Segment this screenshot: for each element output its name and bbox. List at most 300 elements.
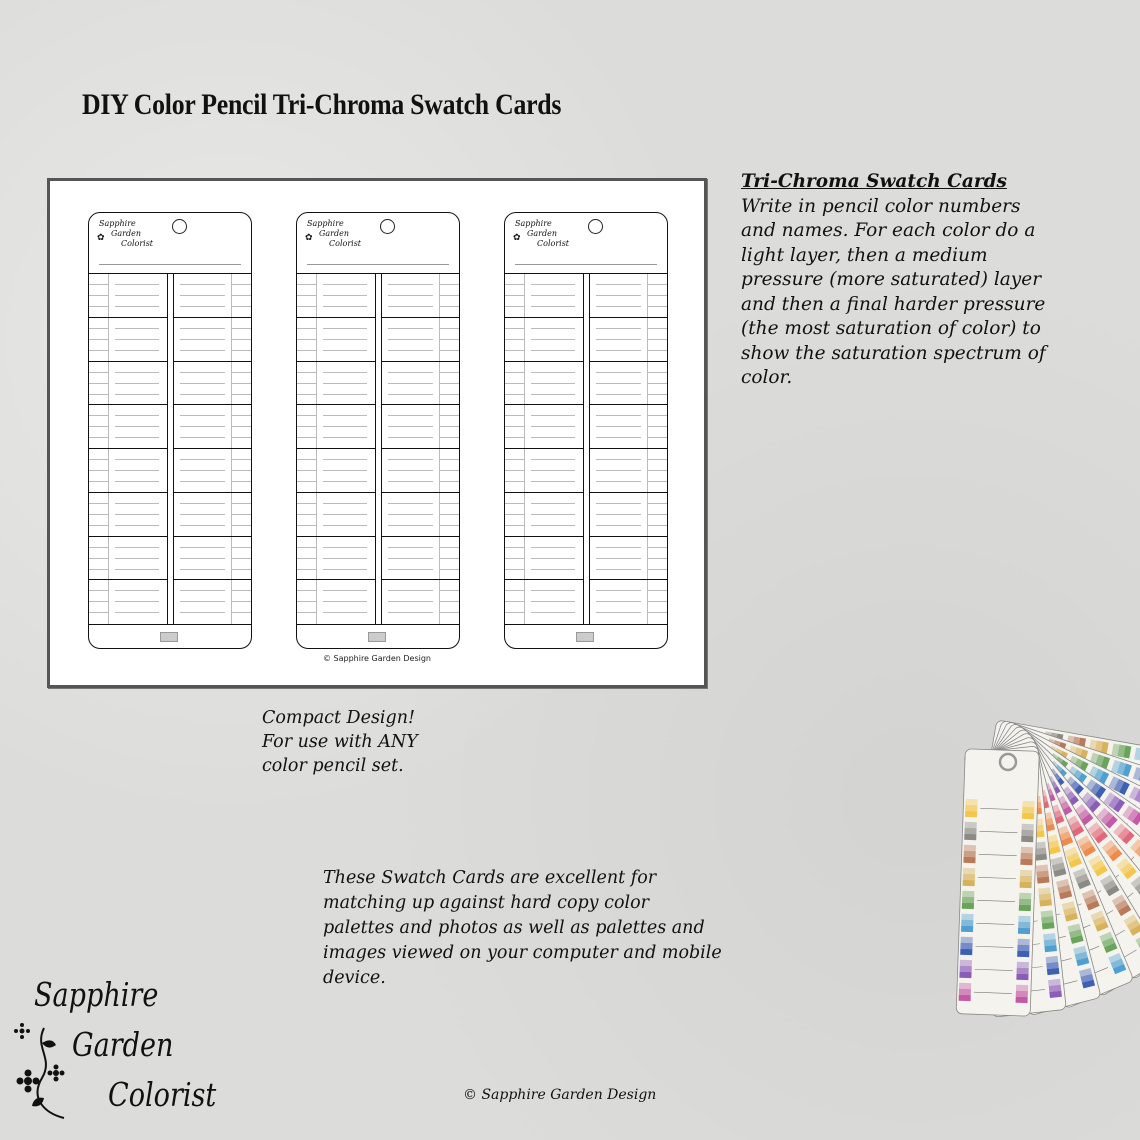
swatch-layer <box>232 329 251 340</box>
swatch-cell <box>174 318 251 362</box>
write-line <box>388 470 433 471</box>
write-line <box>531 569 575 570</box>
write-line <box>531 350 575 351</box>
write-line <box>115 514 159 515</box>
swatch-layer <box>505 515 524 526</box>
swatch-layer <box>648 504 667 515</box>
swatch-box <box>439 580 459 624</box>
swatch-layer <box>297 285 316 296</box>
swatch-layer <box>297 329 316 340</box>
write-line <box>323 437 367 438</box>
swatch-layer <box>232 471 251 482</box>
swatch-layer <box>232 602 251 613</box>
write-line <box>323 547 367 548</box>
flower-ornament-icon <box>14 1023 74 1123</box>
write-line <box>180 284 225 285</box>
write-line <box>388 372 433 373</box>
card-logo-line1: Sapphire <box>307 219 344 228</box>
write-line <box>180 569 225 570</box>
fan-swatch <box>960 966 972 972</box>
write-line <box>388 503 433 504</box>
fan-swatch <box>1018 916 1030 922</box>
swatch-cell <box>505 537 583 581</box>
swatch-layer <box>440 449 459 460</box>
swatch-layer <box>232 296 251 307</box>
swatch-box <box>647 405 667 448</box>
fan-swatch <box>959 972 971 978</box>
write-line <box>388 558 433 559</box>
card-flower-icon: ✿ <box>513 233 521 243</box>
swatch-box <box>231 405 251 448</box>
swatch-box <box>505 449 525 492</box>
write-line <box>388 426 433 427</box>
write-line <box>388 394 433 395</box>
write-line <box>115 459 159 460</box>
swatch-cell <box>297 318 375 362</box>
swatch-box <box>297 405 317 448</box>
card-swatch-grid <box>297 273 459 625</box>
write-line <box>596 547 641 548</box>
write-line <box>180 547 225 548</box>
swatch-cell <box>89 580 167 624</box>
swatch-box <box>647 449 667 492</box>
write-line <box>531 514 575 515</box>
write-line <box>531 339 575 340</box>
swatch-layer <box>505 559 524 570</box>
write-line <box>531 426 575 427</box>
write-line <box>531 481 575 482</box>
swatch-layer <box>232 515 251 526</box>
swatch-layer <box>232 416 251 427</box>
swatch-layer <box>89 318 108 329</box>
swatch-layer <box>648 591 667 602</box>
write-line <box>388 514 433 515</box>
fan-swatch <box>1018 922 1030 928</box>
write-line <box>115 383 159 384</box>
write-line <box>115 415 159 416</box>
swatch-layer <box>648 373 667 384</box>
swatch-box <box>647 537 667 580</box>
fan-swatch <box>964 828 976 834</box>
fan-swatch <box>963 874 975 880</box>
swatch-layer <box>648 340 667 351</box>
swatch-box <box>297 318 317 361</box>
write-line <box>323 612 367 613</box>
swatch-layer <box>648 515 667 526</box>
swatch-layer <box>232 384 251 395</box>
swatch-layer <box>297 405 316 416</box>
write-line <box>531 558 575 559</box>
swatch-layer <box>505 591 524 602</box>
write-line <box>180 328 225 329</box>
swatch-box <box>89 580 109 624</box>
swatch-layer <box>440 515 459 526</box>
write-line <box>180 339 225 340</box>
swatch-layer <box>648 559 667 570</box>
swatch-layer <box>440 416 459 427</box>
fan-swatch <box>1016 991 1028 997</box>
swatch-box <box>505 362 525 405</box>
fan-swatch <box>962 903 974 909</box>
swatch-layer <box>440 548 459 559</box>
write-line <box>531 525 575 526</box>
write-line <box>323 601 367 602</box>
punch-hole-icon <box>172 219 187 234</box>
swatch-layer <box>89 362 108 373</box>
write-line <box>180 503 225 504</box>
swatch-box <box>297 580 317 624</box>
swatch-box <box>439 493 459 536</box>
swatch-cell <box>89 449 167 493</box>
swatch-layer <box>89 471 108 482</box>
swatch-layer <box>505 537 524 548</box>
swatch-layer <box>648 296 667 307</box>
fan-swatch <box>1022 813 1034 819</box>
write-line <box>388 525 433 526</box>
write-line <box>596 350 641 351</box>
card-logo-line3: Colorist <box>537 239 570 248</box>
swatch-layer <box>440 329 459 340</box>
swatch-layer <box>297 602 316 613</box>
write-line <box>388 601 433 602</box>
write-line <box>388 328 433 329</box>
write-line <box>388 612 433 613</box>
swatch-layer <box>505 449 524 460</box>
swatch-layer <box>440 602 459 613</box>
write-line <box>115 284 159 285</box>
swatch-cell <box>297 537 375 581</box>
swatch-layer <box>89 537 108 548</box>
swatch-card-template <box>504 212 668 649</box>
swatch-layer <box>440 591 459 602</box>
write-line <box>180 590 225 591</box>
brand-line-1: Sapphire <box>34 975 159 1014</box>
swatch-box <box>89 318 109 361</box>
swatch-layer <box>505 602 524 613</box>
write-line <box>388 415 433 416</box>
swatch-layer <box>297 515 316 526</box>
swatch-layer <box>297 471 316 482</box>
swatch-layer <box>297 537 316 548</box>
fan-swatch <box>1018 928 1030 934</box>
compact-line-2: For use with ANY <box>262 732 418 752</box>
write-line <box>596 284 641 285</box>
swatch-layer <box>232 460 251 471</box>
fan-swatch <box>1020 882 1032 888</box>
swatch-box <box>297 362 317 405</box>
write-line <box>388 569 433 570</box>
swatch-layer <box>440 405 459 416</box>
swatch-cell <box>590 318 667 362</box>
swatch-layer <box>505 373 524 384</box>
card-tab <box>160 632 178 642</box>
fan-swatch <box>964 851 976 857</box>
write-line <box>115 437 159 438</box>
write-line <box>323 481 367 482</box>
swatch-layer <box>440 318 459 329</box>
write-line <box>596 306 641 307</box>
write-line <box>180 612 225 613</box>
swatch-layer <box>505 274 524 285</box>
swatch-layer <box>440 427 459 438</box>
swatch-cell <box>382 537 459 581</box>
write-line <box>531 372 575 373</box>
swatch-cell <box>505 318 583 362</box>
write-line <box>115 525 159 526</box>
swatch-box <box>647 493 667 536</box>
swatch-cell <box>174 362 251 406</box>
fan-swatch <box>965 805 977 811</box>
swatch-cell <box>297 405 375 449</box>
swatch-cell <box>590 405 667 449</box>
swatch-layer <box>648 471 667 482</box>
swatch-layer <box>505 580 524 591</box>
write-line <box>531 470 575 471</box>
write-line <box>596 328 641 329</box>
fan-swatch <box>1017 962 1029 968</box>
swatch-layer <box>89 580 108 591</box>
swatch-layer <box>297 274 316 285</box>
swatch-box <box>89 405 109 448</box>
compact-line-1: Compact Design! <box>262 708 416 728</box>
write-line <box>596 470 641 471</box>
swatch-cell <box>174 580 251 624</box>
write-line <box>531 295 575 296</box>
swatch-layer <box>505 285 524 296</box>
swatch-layer <box>648 493 667 504</box>
swatch-layer <box>232 373 251 384</box>
swatch-box <box>297 537 317 580</box>
swatch-layer <box>232 449 251 460</box>
swatch-cell <box>590 362 667 406</box>
swatch-layer <box>297 460 316 471</box>
fan-card <box>956 749 1039 1016</box>
fan-swatch <box>960 943 972 949</box>
swatch-cell <box>89 493 167 537</box>
write-line <box>596 339 641 340</box>
write-line <box>531 328 575 329</box>
write-line <box>323 525 367 526</box>
swatch-box <box>647 274 667 317</box>
swatch-layer <box>89 373 108 384</box>
swatch-box <box>439 274 459 317</box>
swatch-layer <box>89 340 108 351</box>
punch-hole-icon <box>588 219 603 234</box>
swatch-layer <box>505 405 524 416</box>
card-logo-line2: Garden <box>319 229 349 238</box>
write-line <box>180 514 225 515</box>
swatch-layer <box>440 460 459 471</box>
swatch-cell <box>297 493 375 537</box>
write-line <box>323 394 367 395</box>
swatch-layer <box>297 548 316 559</box>
write-line <box>531 394 575 395</box>
write-line <box>180 415 225 416</box>
swatch-layer <box>232 340 251 351</box>
swatch-box <box>297 274 317 317</box>
swatch-layer <box>505 384 524 395</box>
swatch-layer <box>89 285 108 296</box>
swatch-layer <box>440 580 459 591</box>
write-line <box>596 394 641 395</box>
swatch-cell <box>590 537 667 581</box>
swatch-layer <box>440 493 459 504</box>
swatch-layer <box>648 274 667 285</box>
write-line <box>115 328 159 329</box>
card-logo <box>97 219 159 263</box>
write-line <box>323 503 367 504</box>
swatch-box <box>231 274 251 317</box>
swatch-layer <box>89 329 108 340</box>
swatch-layer <box>89 427 108 438</box>
write-line <box>388 459 433 460</box>
swatch-card-template <box>88 212 252 649</box>
swatch-layer <box>297 384 316 395</box>
swatch-layer <box>648 416 667 427</box>
write-line <box>596 415 641 416</box>
swatch-cell <box>590 580 667 624</box>
column-divider <box>167 274 174 624</box>
fan-swatch <box>1016 985 1028 991</box>
swatch-layer <box>232 285 251 296</box>
swatch-layer <box>440 285 459 296</box>
write-line <box>531 306 575 307</box>
swatch-layer <box>505 340 524 351</box>
swatch-cell <box>89 318 167 362</box>
swatch-cell <box>297 274 375 318</box>
swatch-layer <box>232 405 251 416</box>
fan-swatch <box>1017 951 1029 957</box>
write-line <box>115 394 159 395</box>
card-logo-line3: Colorist <box>329 239 362 248</box>
swatch-box <box>89 493 109 536</box>
fan-swatch <box>964 845 976 851</box>
swatch-layer <box>89 591 108 602</box>
swatch-box <box>505 405 525 448</box>
swatch-box <box>505 537 525 580</box>
swatch-box <box>297 493 317 536</box>
write-line <box>596 459 641 460</box>
swatch-sheet-preview <box>47 178 707 688</box>
swatch-layer <box>648 384 667 395</box>
swatch-layer <box>648 548 667 559</box>
swatch-layer <box>232 274 251 285</box>
swatch-layer <box>648 537 667 548</box>
card-flower-icon: ✿ <box>305 233 313 243</box>
fan-swatch <box>963 857 975 863</box>
write-line <box>115 481 159 482</box>
brand-logo <box>14 975 234 1125</box>
swatch-layer <box>440 559 459 570</box>
swatch-cell <box>382 362 459 406</box>
swatch-box <box>231 318 251 361</box>
write-line <box>115 470 159 471</box>
swatch-layer <box>89 515 108 526</box>
swatch-layer <box>440 373 459 384</box>
card-logo-line2: Garden <box>111 229 141 238</box>
swatch-layer <box>232 504 251 515</box>
swatch-layer <box>232 493 251 504</box>
card-logo <box>305 219 367 263</box>
write-line <box>180 306 225 307</box>
card-title-line <box>307 264 449 265</box>
fan-swatch <box>961 937 973 943</box>
write-line <box>596 525 641 526</box>
swatch-layer <box>648 460 667 471</box>
swatch-layer <box>89 416 108 427</box>
swatch-layer <box>232 362 251 373</box>
swatch-layer <box>505 427 524 438</box>
swatch-box <box>505 580 525 624</box>
write-line <box>323 284 367 285</box>
swatch-box <box>439 318 459 361</box>
swatch-layer <box>505 296 524 307</box>
swatch-layer <box>89 493 108 504</box>
write-line <box>596 383 641 384</box>
write-line <box>180 481 225 482</box>
swatch-layer <box>232 559 251 570</box>
write-line <box>323 328 367 329</box>
swatch-box <box>231 580 251 624</box>
write-line <box>596 558 641 559</box>
compact-note <box>262 706 462 778</box>
swatch-layer <box>648 449 667 460</box>
write-line <box>596 437 641 438</box>
fan-swatch <box>1022 807 1034 813</box>
fan-swatch <box>1022 824 1034 830</box>
swatch-layer <box>297 373 316 384</box>
card-title-line <box>515 264 657 265</box>
swatch-cell <box>505 580 583 624</box>
swatch-layer <box>440 471 459 482</box>
swatch-box <box>231 493 251 536</box>
write-line <box>180 372 225 373</box>
swatch-layer <box>648 329 667 340</box>
write-line <box>531 590 575 591</box>
write-line <box>531 459 575 460</box>
swatch-cell <box>297 580 375 624</box>
write-line <box>115 612 159 613</box>
swatch-box <box>439 405 459 448</box>
write-line <box>115 372 159 373</box>
swatch-cell <box>382 274 459 318</box>
fan-swatch <box>963 880 975 886</box>
swatch-layer <box>505 318 524 329</box>
swatch-layer <box>89 405 108 416</box>
card-tab <box>368 632 386 642</box>
write-line <box>388 547 433 548</box>
fan-swatch <box>961 914 973 920</box>
swatch-layer <box>89 460 108 471</box>
swatch-box <box>89 362 109 405</box>
swatch-layer <box>505 329 524 340</box>
swatch-layer <box>297 340 316 351</box>
fan-swatch <box>1017 968 1029 974</box>
swatch-layer <box>89 559 108 570</box>
write-line <box>323 383 367 384</box>
write-line <box>596 612 641 613</box>
swatch-layer <box>440 537 459 548</box>
write-line <box>180 558 225 559</box>
swatch-layer <box>232 537 251 548</box>
fan-swatch <box>964 834 976 840</box>
write-line <box>180 426 225 427</box>
swatch-cell <box>174 405 251 449</box>
swatch-cell <box>382 405 459 449</box>
swatch-box <box>439 362 459 405</box>
swatch-box <box>647 318 667 361</box>
swatch-box <box>647 362 667 405</box>
